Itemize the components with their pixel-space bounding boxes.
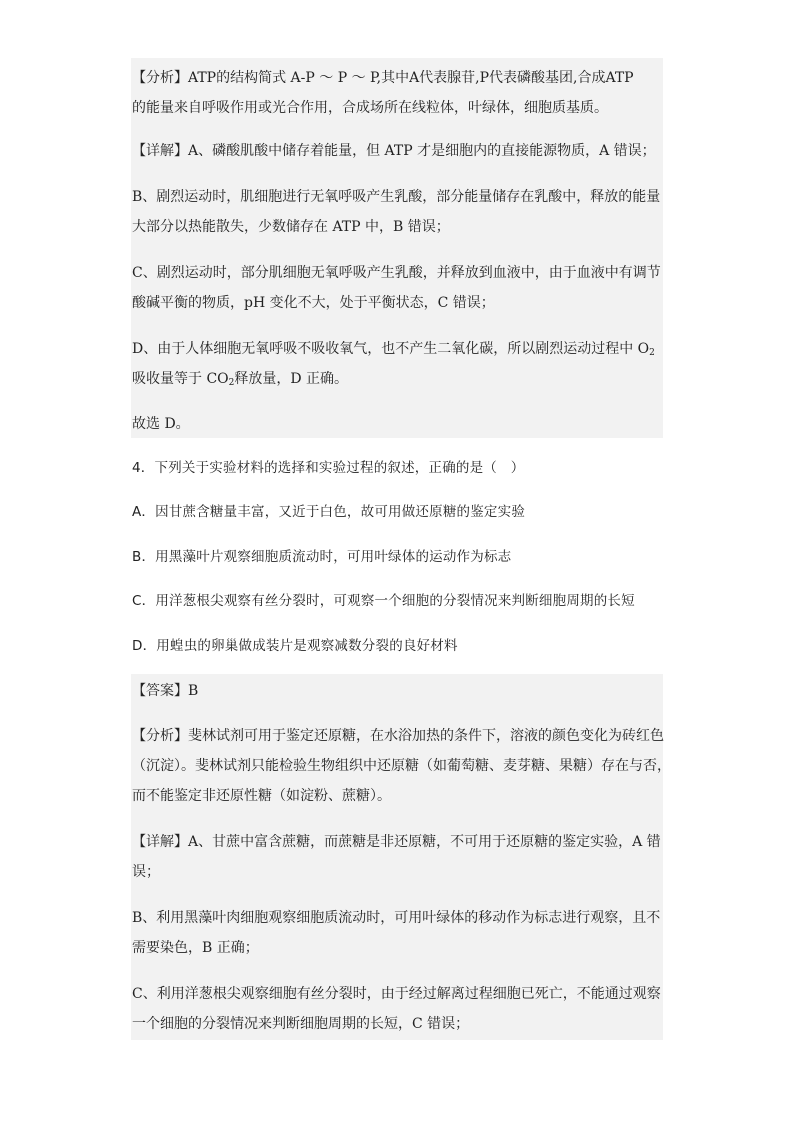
detail-2b-line-2: 需要染色，B 正确； — [132, 940, 259, 956]
detail-b-line-1: B、剧烈运动时，肌细胞进行无氧呼吸产生乳酸，部分能量储存在乳酸中，释放的能量 — [132, 189, 661, 205]
detail-2a-line-2: 误； — [132, 864, 160, 880]
detail-2b-line-1: B、利用黑藻叶肉细胞观察细胞质流动时，可用叶绿体的移动作为标志进行观察，且不 — [132, 910, 661, 926]
analysis-2-line-1: 【分析】斐林试剂可用于鉴定还原糖，在水浴加热的条件下，溶液的颜色变化为砖红色 — [132, 728, 664, 744]
detail-d-text-1: D、由于人体细胞无氧呼吸不吸收氧气，也不产生二氧化碳，所以剧烈运动过程中 O — [132, 341, 650, 357]
detail-2c-line-1: C、利用洋葱根尖观察细胞有丝分裂时，由于经过解离过程细胞已死亡，不能通过观察 — [132, 986, 661, 1002]
conclusion-line: 故选 D。 — [132, 416, 190, 432]
co2-subscript: 2 — [228, 378, 235, 388]
detail-b-line-2: 大部分以热能散失，少数储存在 ATP 中，B 错误； — [132, 219, 450, 235]
detail-d-line-2 — [132, 369, 348, 389]
detail-2a-line-1: 【详解】A、甘蔗中富含蔗糖，而蔗糖是非还原糖，不可用于还原糖的鉴定实验，A 错 — [132, 834, 661, 850]
answer-line: 【答案】B — [132, 683, 199, 699]
o2-subscript: 2 — [649, 348, 655, 358]
question-4-option-a: A．因甘蔗含糖量丰富，又近于白色，故可用做还原糖的鉴定实验 — [132, 504, 526, 520]
detail-c-line-1: C、剧烈运动时，部分肌细胞无氧呼吸产生乳酸，并释放到血液中，由于血液中有调节 — [132, 265, 661, 281]
question-4-option-c: C．用洋葱根尖观察有丝分裂时，可观察一个细胞的分裂情况来判断细胞周期的长短 — [132, 593, 635, 609]
analysis-2-line-3: 而不能鉴定非还原性糖（如淀粉、蔗糖）。 — [132, 788, 391, 804]
detail-d-text-2-pre: 吸收量等于 CO — [132, 371, 229, 387]
detail-d-text-2-post: 释放量，D 正确。 — [234, 371, 349, 387]
analysis-2-line-2: （沉淀）。斐林试剂只能检验生物组织中还原糖（如葡萄糖、麦芽糖、果糖）存在与否， — [132, 758, 671, 774]
question-4-option-b: B．用黑藻叶片观察细胞质流动时，可用叶绿体的运动作为标志 — [132, 549, 512, 565]
detail-a-line: 【详解】A、磷酸肌酸中储存着能量，但 ATP 才是细胞内的直接能源物质，A 错误； — [132, 143, 656, 159]
question-4-stem: 4．下列关于实验材料的选择和实验过程的叙述，正确的是（ ） — [132, 460, 525, 476]
question-4-option-d: D．用蝗虫的卵巢做成装片是观察减数分裂的良好材料 — [132, 638, 458, 654]
analysis-line-2: 的能量来自呼吸作用或光合作用，合成场所在线粒体，叶绿体，细胞质基质。 — [132, 100, 608, 116]
detail-c-line-2: 酸碱平衡的物质，pH 变化不大，处于平衡状态，C 错误； — [132, 295, 495, 311]
analysis-line-1: 【分析】ATP的结构简式 A-P ～ P ～ P,其中A代表腺苷,P代表磷酸基团,合成ATP — [132, 70, 634, 86]
detail-d-line-1 — [132, 339, 655, 359]
detail-2c-line-2: 一个细胞的分裂情况来判断细胞周期的长短，C 错误； — [132, 1016, 470, 1032]
